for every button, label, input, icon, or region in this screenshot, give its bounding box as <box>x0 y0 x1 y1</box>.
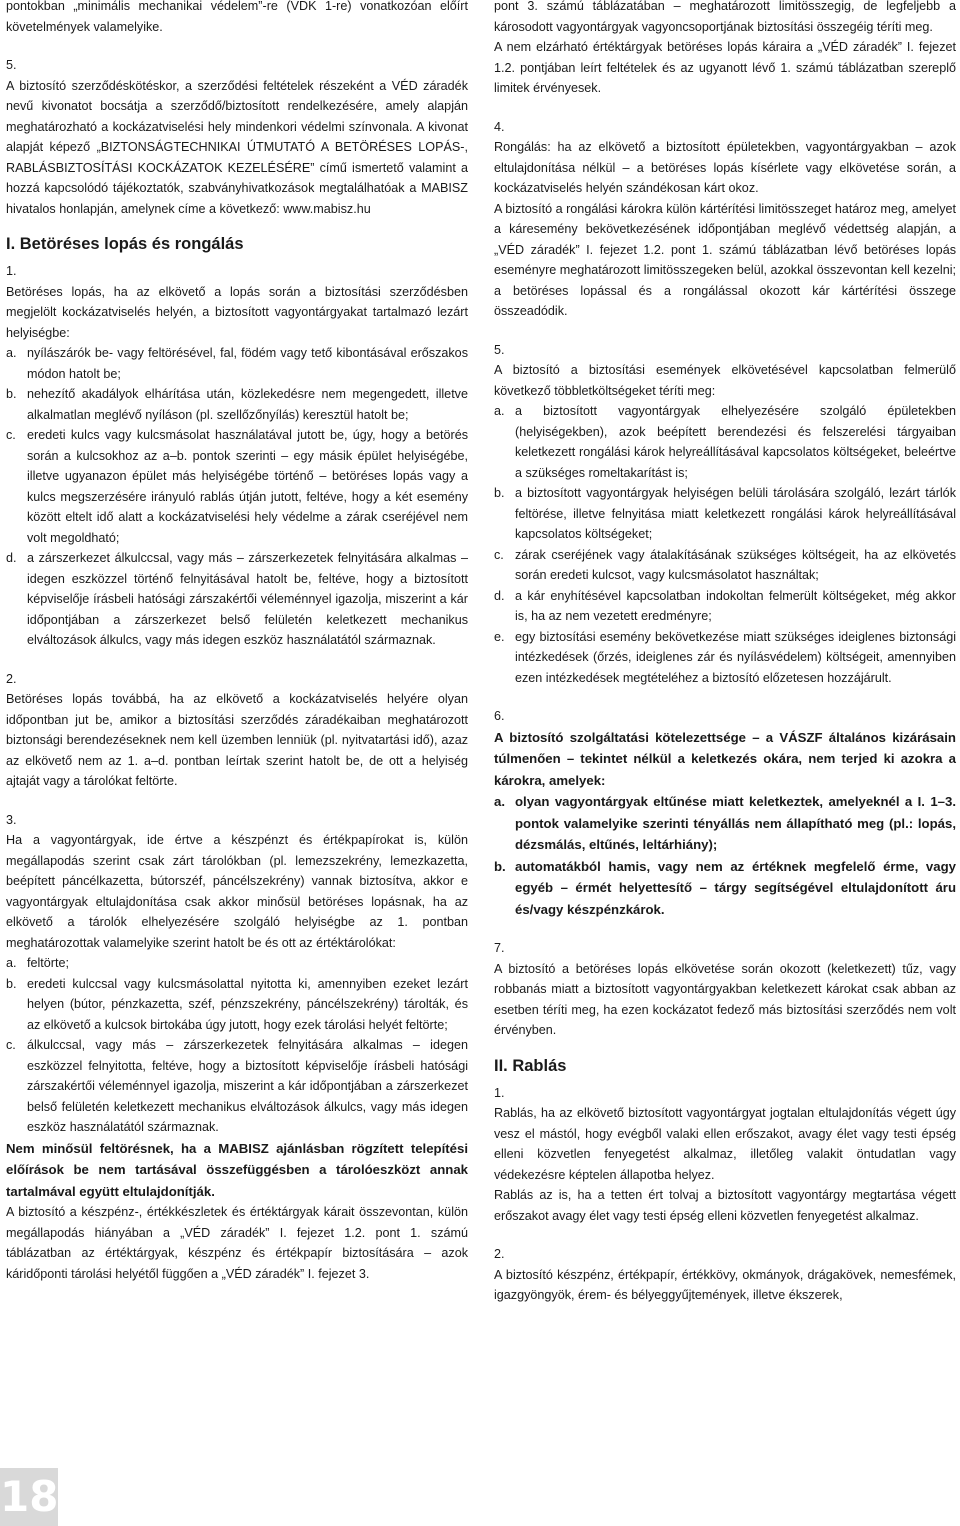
list-item <box>6 384 468 425</box>
list-item <box>494 545 956 586</box>
section-number: 4. <box>494 119 505 134</box>
list-item <box>6 1035 468 1138</box>
list-label: c. <box>494 547 504 562</box>
paragraph: A biztosító a rongálási károkra külön kártérítési limitösszeget határoz meg, amelyet a káresemény bekövetkezésének időpontjában meglévő védettség alapján, a „VÉD záradék” I. fejezet 1.2. pont 1. számú táblázatban lévő betöréses lopás eseményre meghatározott limitösszegeken belül, azokkal összevontan kell kezelni; a betöréses lopással és a rongálással okozott kár kártérítési összege összeadódik. <box>494 201 957 318</box>
list-label: a. <box>494 794 505 809</box>
bold-paragraph: Nem minősül feltörésnek, ha a MABISZ ajánlásban rögzített telepítési előírások be nem tartásával összefüggésben a tárolóeszközt annak tartalmával együtt eltulajdonítják. <box>6 1140 468 1199</box>
list-text: eredeti kulccsal vagy kulcsmásolattal nyitotta ki, amennyiben ezeket lezárt helyen (bútor, pénzkazetta, széf, pénzszekrény, páncélszekrény) tárolták, és az elkövető a kulcsok birtokába úgy jutott, hogy ezek tárolási helyét feltörte; <box>27 976 468 1032</box>
list-label: d. <box>6 551 17 565</box>
list-text: a zárszerkezet álkulccsal, vagy más – zárszerkezetek felnyitására alkalmas – idegen eszközzel történő felnyitásával hatolt be, feltéve, hogy a biztosított képviselője írásbeli hatósági zárszakértői véleménnyel igazolja, miszerint a kár időpontjában a zárszerkezet belső felületén keletkezett mechanikus elváltozások álkulcs, vagy más idegen eszköz használatától származnak. <box>27 551 468 647</box>
page-number: 18 <box>0 1468 58 1526</box>
list-text: álkulccsal, vagy más – zárszerkezetek felnyitására alkalmas – idegen eszközzel felnyitotta, feltéve, hogy a biztosított képviselője írásbeli hatósági zárszakértői véleménnyel igazolja, miszerint a kár időpontjában a zárszerkezet belső felületén keletkezett mechanikus elváltozások álkulcs, vagy más idegen eszköz használatától származnak. <box>27 1038 468 1134</box>
section-number: 5. <box>494 342 505 357</box>
list-text: automatákból hamis, vagy nem az értéknek megfelelő érme, vagy egyéb – érmét helyettesítő – tárgy segítségével eltulajdonított áru és/vagy készpénzkárok. <box>515 858 956 917</box>
paragraph-continuation: pontokban „minimális mechanikai védelem”-re (VDK 1-re) vonatkozóan előírt követelmények valamelyike. <box>6 0 468 34</box>
section-number: 1. <box>6 264 17 278</box>
left-column <box>6 0 468 1284</box>
paragraph: Ha a vagyontárgyak, ide értve a készpénzt és értékpapírokat is, külön megállapodás szerint csak zárt tárolókban (pl. lemezszekrény, lemezkazetta, beépített páncélkazetta, bútorszéf, páncélszekrény) vannak biztosítva, akkor e vagyontárgyak eltulajdonítása csak akkor minősül betöréses lopásnak, ha az elkövető a tárolók elhelyezésére szolgáló helyiségbe az 1. pontban meghatározottak valamelyike szerint hatolt be és ott az értéktárolókat: <box>6 833 468 950</box>
list-text: olyan vagyontárgyak eltűnése miatt keletkeztek, amelyeknél a I. 1–3. pontok valamelyike szerinti tényállás nem állapítható meg (pl.: lopás, dézsmálás, eltűnés, leltárhiány); <box>515 794 956 852</box>
list-text: feltörte; <box>27 956 69 970</box>
paragraph: Rablás az is, ha a tetten ért tolvaj a biztosított vagyontárgy megtartása végett erőszakot avagy élet vagy testi épség elleni közvetlen fenyegetést alkalmaz. <box>494 1188 956 1223</box>
section-number: 7. <box>494 941 505 955</box>
list-item <box>494 401 956 483</box>
list-label: b. <box>6 976 17 991</box>
section-number: 2. <box>6 671 17 686</box>
list-label: a. <box>6 956 17 970</box>
list <box>494 401 956 688</box>
list-text: nehezítő akadályok elhárítása után, közlekedésre nem megengedett, illetve alkalmatlan meglévő nyíláson (pl. szellőzőnyílás) keresztül hatolt be; <box>27 387 468 422</box>
list-label: e. <box>494 629 505 644</box>
list-label: b. <box>494 486 505 500</box>
paragraph: Rablás, ha az elkövető biztosított vagyontárgyat jogtalan eltulajdonítás végett úgy vesz el mástól, hogy evégből valaki ellen erőszakot, avagy élet vagy testi épség elleni közvetlen fenyegetést alkalmaz, illetőleg valakit öntudatlan vagy védekezésre képtelen állapotba helyez. <box>494 1106 956 1182</box>
list-item <box>6 548 468 651</box>
paragraph: A biztosító a betöréses lopás elkövetése során okozott (keletkezett) tűz, vagy robbanás miatt a biztosított vagyontárgyakban keletkezett károkat csak abban az esetben téríti meg, ha ezen kockázatot fedező más biztosítási szerződés nem volt érvényben. <box>494 961 956 1037</box>
list-label: d. <box>494 588 505 603</box>
section-number: 3. <box>6 812 17 827</box>
list <box>6 953 468 1138</box>
right-column <box>494 0 956 1306</box>
section-number: 5. <box>6 58 17 72</box>
paragraph: Rongálás: ha az elkövető a biztosított épületekben, vagyontárgyakban – azok eltulajdonítása nélkül – a betöréses lopás kísérlete vagy elkövetése során, a kockázatviselés helyén szándékosan kárt okoz. <box>494 140 956 195</box>
paragraph: Betöréses lopás továbbá, ha az elkövető a kockázatviselés helyére olyan időpontban jut be, amikor a biztosítási szerződés záradékaiban meghatározott biztonsági berendezéseknek nem kell üzemben lenniük (pl. nyitvatartási idő), azaz az elkövető nem az 1. a–d. pontban leírtak szerint hatolt be, de ott a helyiség ajtaját vagy a tárolókat feltörte. <box>6 692 468 788</box>
list-item <box>6 953 468 974</box>
list-label: b. <box>6 387 17 401</box>
paragraph: A biztosító készpénz, értékpapír, értékkövy, okmányok, drágakövek, nemesfémek, igazgyöngyök, érem- és bélyeggyűjtemények, illetve ékszerek, <box>494 1267 956 1302</box>
section-number: 2. <box>494 1247 505 1261</box>
chapter-heading: I. Betöréses lopás és rongálás <box>6 235 244 253</box>
list-item <box>6 425 468 548</box>
list-label: a. <box>6 346 17 360</box>
list <box>6 343 468 651</box>
list-text: a biztosított vagyontárgyak helyiségen belüli tárolására szolgáló, lezárt tárlók feltörése, illetve felnyitása miatt keletkezett rongálási károk helyreállításával kapcsolatos költségeket; <box>515 486 956 541</box>
list-text: a kár enyhítésével kapcsolatban indokoltan felmerült költségeket, még akkor is, ha az nem vezetett eredményre; <box>515 588 956 623</box>
paragraph: A biztosító a készpénz-, értékkészletek és értéktárgyak kárait összevontan, külön megállapodás hiányában a „VÉD záradék” I. fejezet 1.2. pont 1. számú táblázatban az értéktárgyak, készpénz és értékpapír biztosítására – azok káridőponti tárolási helyétől függően a „VÉD záradék” I. fejezet 3. <box>6 1205 468 1281</box>
list-text: zárak cseréjének vagy átalakításának szükséges költségeit, ha az elkövetés során eredeti kulcsot, vagy kulcsmásolatot használtak; <box>515 547 956 582</box>
list-label: c. <box>6 428 16 442</box>
section-number: 1. <box>494 1085 505 1100</box>
paragraph-continuation: pont 3. számú táblázatában – meghatározott limitösszegig, de legfeljebb a károsodott vagyontárgyak vagyoncsoportjának biztosítási összegéig téríti meg. <box>494 0 956 34</box>
list-item <box>494 627 956 689</box>
list-text: egy biztosítási esemény bekövetkezése miatt szükséges ideiglenes biztonsági intézkedések (őrzés, ideiglenes zár és nyílásvédelem) költségeit, amennyiben ezen intézkedések megtételéhez a biztosító előzetesen hozzájárult. <box>515 629 956 685</box>
paragraph: A nem elzárható értéktárgyak betöréses lopás káraira a „VÉD záradék” I. fejezet 1.2. pontjában leírt feltételek és az ugyanott lévő 1. számú táblázatban szereplő limitek érvényesek. <box>494 40 956 95</box>
section-number: 6. <box>494 709 505 723</box>
paragraph: Betöréses lopás, ha az elkövető a lopás során a biztosítási szerződésben megjelölt kockázatviselés helyén, a biztosított vagyontárgyakat tartalmazó lezárt helyiségbe: <box>6 284 468 340</box>
list-text: eredeti kulcs vagy kulcsmásolat használatával jutott be, úgy, hogy a betörés során a kulcsokhoz az a–b. pontok szerinti – egy másik épület helyiségébe, illetve ugyanazon épület más helyiségébe történő – betöréses lopás vagy a kulcs megszerzésére irányuló rablás útján jutott, feltéve, hogy a két esemény között eltelt idő alatt a kockázatviselési hely védelme a zárak cseréjével nem volt megoldható; <box>27 428 468 545</box>
list <box>494 791 956 920</box>
paragraph: A biztosító szerződéskötéskor, a szerződési feltételek részeként a VÉD záradék nevű kivonatot bocsátja a szerződő/biztosított rendelkezésére, amely alapján meghatározható a kockázatviselési hely mindenkori védelmi színvonala. A kivonat alapját képező „BIZTONSÁGTECHNIKAI ÚTMUTATÓ A BETÖRÉSES LOPÁS-, RABLÁSBIZTOSÍTÁSI KOCKÁZATOK KEZELÉSÉRE” című ismertető valamint a hozzá kapcsolódó tájékoztatók, szabványhivatkozások megtalálhatóak a MABISZ hivatalos honlapján, amelynek címe a következő: www.mabisz.hu <box>6 78 468 216</box>
bold-paragraph: A biztosító szolgáltatási kötelezettsége – a VÁSZF általános kizárásain túlmenően – tekintet nélkül a keletkezés okára, nem terjed ki azokra a károkra, amelyek: <box>494 729 956 788</box>
list-item <box>494 856 956 921</box>
list-item <box>6 974 468 1036</box>
list-item <box>6 343 468 384</box>
list-label: b. <box>494 858 506 874</box>
paragraph: A biztosító a biztosítási események elkövetésével kapcsolatban felmerülő következő többletköltségeket téríti meg: <box>494 363 956 398</box>
list-item <box>494 586 956 627</box>
chapter-heading: II. Rablás <box>494 1056 567 1075</box>
list-text: nyílászárók be- vagy feltörésével, fal, födém vagy tető kibontásával erőszakos módon hatolt be; <box>27 346 468 381</box>
list-item <box>494 791 956 856</box>
list-item <box>494 483 956 545</box>
list-text: a biztosított vagyontárgyak elhelyezésére szolgáló épületekben (helyiségekben), azok beépített berendezési és felszerelési tárgyaiban keletkezett rongálási károk helyreállításával kapcsolatos költségeket, beleértve a szükséges romeltakarítást is; <box>515 404 956 480</box>
list-label: a. <box>494 404 505 418</box>
list-label: c. <box>6 1038 16 1052</box>
